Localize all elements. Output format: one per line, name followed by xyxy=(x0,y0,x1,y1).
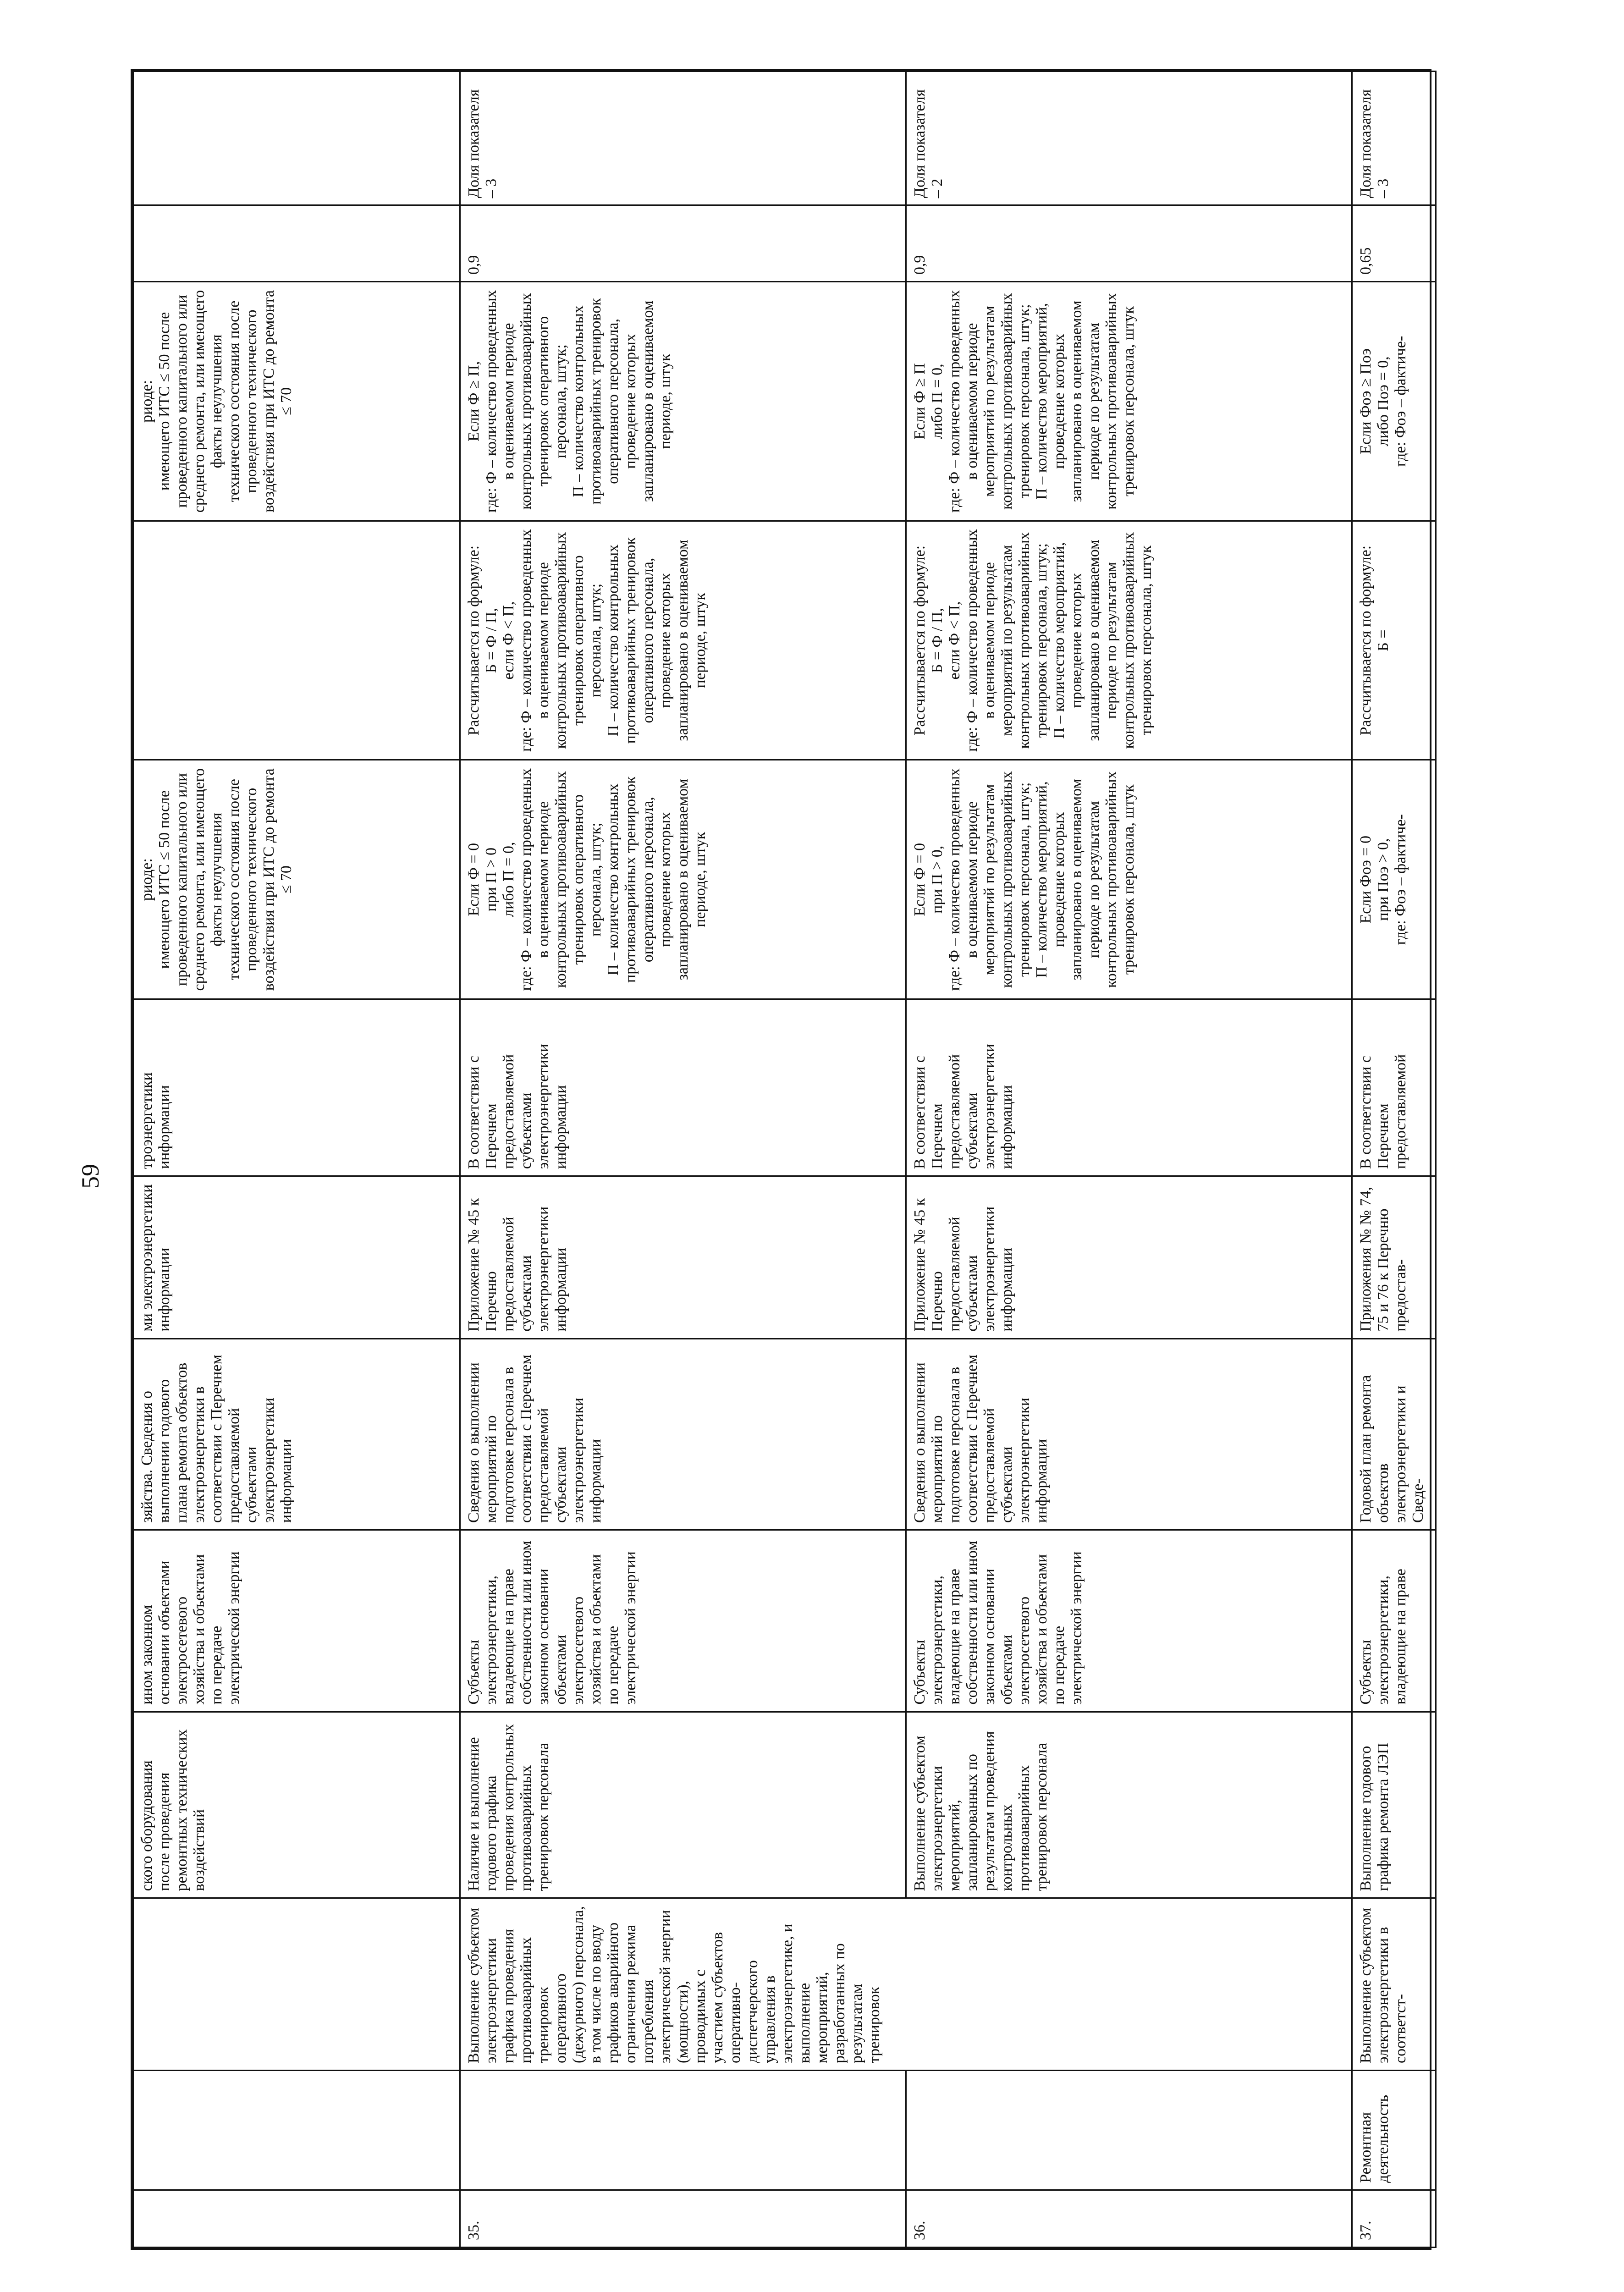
cell-indicator xyxy=(133,1898,460,2071)
cell-order: В соответствии с Перечнем предоставляемой xyxy=(1352,999,1436,1176)
page-number: 59 xyxy=(77,1164,104,1189)
table-frame xyxy=(131,69,1431,2250)
cell-appendix: Приложение № 45 к Перечню предоставляемой субъектами электроэнергетики информации xyxy=(460,1176,906,1339)
cell-activity xyxy=(460,2071,906,2190)
cell-appendix: Приложение № 45 к Перечню предоставляемой субъектами электроэнергетики информации xyxy=(906,1176,1352,1339)
cell-weight: Доля показателя – 3 xyxy=(1352,72,1436,205)
cell-source: зяйства. Сведения о выполнении годового плана ремонта объектов электроэнергетики в соответствии с Перечнем предоставляемой субъектами электроэнергетики информации xyxy=(133,1339,460,1530)
cell-threshold xyxy=(133,205,460,282)
cell-threshold: 0,9 xyxy=(906,205,1352,282)
cell-subjects: Субъекты электроэнергетики, владеющие на праве xyxy=(1352,1530,1436,1712)
cell-order: троэнергетики информации xyxy=(133,999,460,1176)
cell-appendix: Приложения № № 74, 75 и 76 к Перечню предостав- xyxy=(1352,1176,1436,1339)
cell-threshold: 0,9 xyxy=(460,205,906,282)
cell-indicator: Выполнение субъектом электроэнергетики в соответст- xyxy=(1352,1898,1436,2071)
cell-formula-low: Если Фоэ = 0 при Поэ > 0, где: Фоэ – фактиче- xyxy=(1352,760,1436,999)
cell-subjects: ином законном основании объектами электросетевого хозяйства и объектами по передаче электрической энергии xyxy=(133,1530,460,1712)
cell-activity xyxy=(133,2071,460,2190)
cell-formula-low: Если Ф = 0 при П > 0 либо П = 0, где: Ф – количество проведенных в оцениваемом периоде контрольных противоаварийных тренировок оперативного персонала, штук; П – количество контрольных противоаварийных тренировок оперативного персонала, проведение которых запланировано в оцениваемом периоде, штук xyxy=(460,760,906,999)
cell-appendix: ми электроэнергетики информации xyxy=(133,1176,460,1339)
cell-source: Сведения о выполнении мероприятий по подготовке персонала в соответствии с Перечнем предоставляемой субъектами электроэнергетики информации xyxy=(460,1339,906,1530)
cell-formula-high: Если Ф ≥ П либо П = 0, где: Ф – количество проведенных в оцениваемом периоде мероприятий по результатам контрольных противоаварийных тренировок персонала, штук; П – количество мероприятий, проведение которых запланировано в оцениваемом периоде по результатам контрольных противоаварийных тренировок персонала, штук xyxy=(906,282,1352,521)
cell-criterion: Выполнение годового графика ремонта ЛЭП xyxy=(1352,1712,1436,1898)
cell-criterion: Наличие и выполнение годового графика проведения контрольных противоаварийных тренировок персонала xyxy=(460,1712,906,1898)
cell-formula-low: риоде: имеющего ИТС ≤ 50 после проведенного капитального или среднего ремонта, или имеющего факты неулучшения технического состояния после проведенного технического воздействия при ИТС до ремонта ≤ 70 xyxy=(133,760,460,999)
cell-weight: Доля показателя – 2 xyxy=(906,72,1352,205)
cell-source: Сведения о выполнении мероприятий по подготовке персонала в соответствии с Перечнем предоставляемой субъектами электроэнергетики информации xyxy=(906,1339,1352,1530)
table-row xyxy=(460,72,906,2248)
cell-source: Годовой план ремонта объектов электроэнергетики и Сведе- xyxy=(1352,1339,1436,1530)
cell-formula-mid xyxy=(133,521,460,760)
cell-subjects: Субъекты электроэнергетики, владеющие на праве собственности или ином законном основании объектами электросетевого хозяйства и объектами по передаче электрической энергии xyxy=(460,1530,906,1712)
cell-criterion: ского оборудования после проведения ремонтных технических воздействий xyxy=(133,1712,460,1898)
cell-num xyxy=(133,2190,460,2247)
cell-formula-high: Если Фоэ ≥ Поэ либо Поэ = 0, где: Фоэ – фактиче- xyxy=(1352,282,1436,521)
cell-threshold: 0,65 xyxy=(1352,205,1436,282)
cell-activity xyxy=(906,2071,1352,2190)
rotated-table-container xyxy=(132,71,1430,2248)
cell-formula-high: Если Ф ≥ П, где: Ф – количество проведенных в оцениваемом периоде контрольных противоаварийных тренировок оперативного персонала, штук; П – количество контрольных противоаварийных тренировок оперативного персонала, проведение которых запланировано в оцениваемом периоде, штук xyxy=(460,282,906,521)
cell-formula-mid: Рассчитывается по формуле: Б = xyxy=(1352,521,1436,760)
table-row xyxy=(1352,72,1436,2248)
cell-formula-mid: Рассчитывается по формуле: Б = Ф / П, если Ф < П, где: Ф – количество проведенных в оцениваемом периоде контрольных противоаварийных тренировок оперативного персонала, штук; П – количество контрольных противоаварийных тренировок оперативного персонала, проведение которых запланировано в оцениваемом периоде, штук xyxy=(460,521,906,760)
table-row xyxy=(133,72,460,2248)
cell-indicator: Выполнение субъектом электроэнергетики графика проведения противоаварийных тренировок оперативного (дежурного) персонала, в том числе по вводу графиков аварийного ограничения режима потребления электрической энергии (мощности), проводимых с участием субъектов оперативно-диспетчерского управления в электроэнергетике, и выполнение мероприятий, разработанных по результатам тренировок xyxy=(460,1898,1352,2071)
cell-num: 35. xyxy=(460,2190,906,2247)
cell-subjects: Субъекты электроэнергетики, владеющие на праве собственности или ином законном основании объектами электросетевого хозяйства и объектами по передаче электрической энергии xyxy=(906,1530,1352,1712)
cell-order: В соответствии с Перечнем предоставляемой субъектами электроэнергетики информации xyxy=(460,999,906,1176)
cell-order: В соответствии с Перечнем предоставляемой субъектами электроэнергетики информации xyxy=(906,999,1352,1176)
cell-num: 37. xyxy=(1352,2190,1436,2247)
cell-formula-mid: Рассчитывается по формуле: Б = Ф / П, если Ф < П, где: Ф – количество проведенных в оцениваемом периоде мероприятий по результатам контрольных противоаварийных тренировок персонала, штук; П – количество мероприятий, проведение которых запланировано в оцениваемом периоде по результатам контрольных противоаварийных тренировок персонала, штук xyxy=(906,521,1352,760)
indicators-table xyxy=(132,71,1437,2248)
cell-formula-low: Если Ф = 0 при П > 0, где: Ф – количество проведенных в оцениваемом периоде мероприятий по результатам контрольных противоаварийных тренировок персонала, штук; П – количество мероприятий, проведение которых запланировано в оцениваемом периоде по результатам контрольных противоаварийных тренировок персонала, штук xyxy=(906,760,1352,999)
cell-weight: Доля показателя – 3 xyxy=(460,72,906,205)
cell-activity: Ремонтная деятельность xyxy=(1352,2071,1436,2190)
cell-weight xyxy=(133,72,460,205)
cell-formula-high: риоде: имеющего ИТС ≤ 50 после проведенного капитального или среднего ремонта, или имеющего факты неулучшения технического состояния после проведенного технического воздействия при ИТС до ремонта ≤ 70 xyxy=(133,282,460,521)
cell-criterion: Выполнение субъектом электроэнергетики мероприятий, запланированных по результатам проведения контрольных противоаварийных тренировок персонала xyxy=(906,1712,1352,1898)
cell-num: 36. xyxy=(906,2190,1352,2247)
